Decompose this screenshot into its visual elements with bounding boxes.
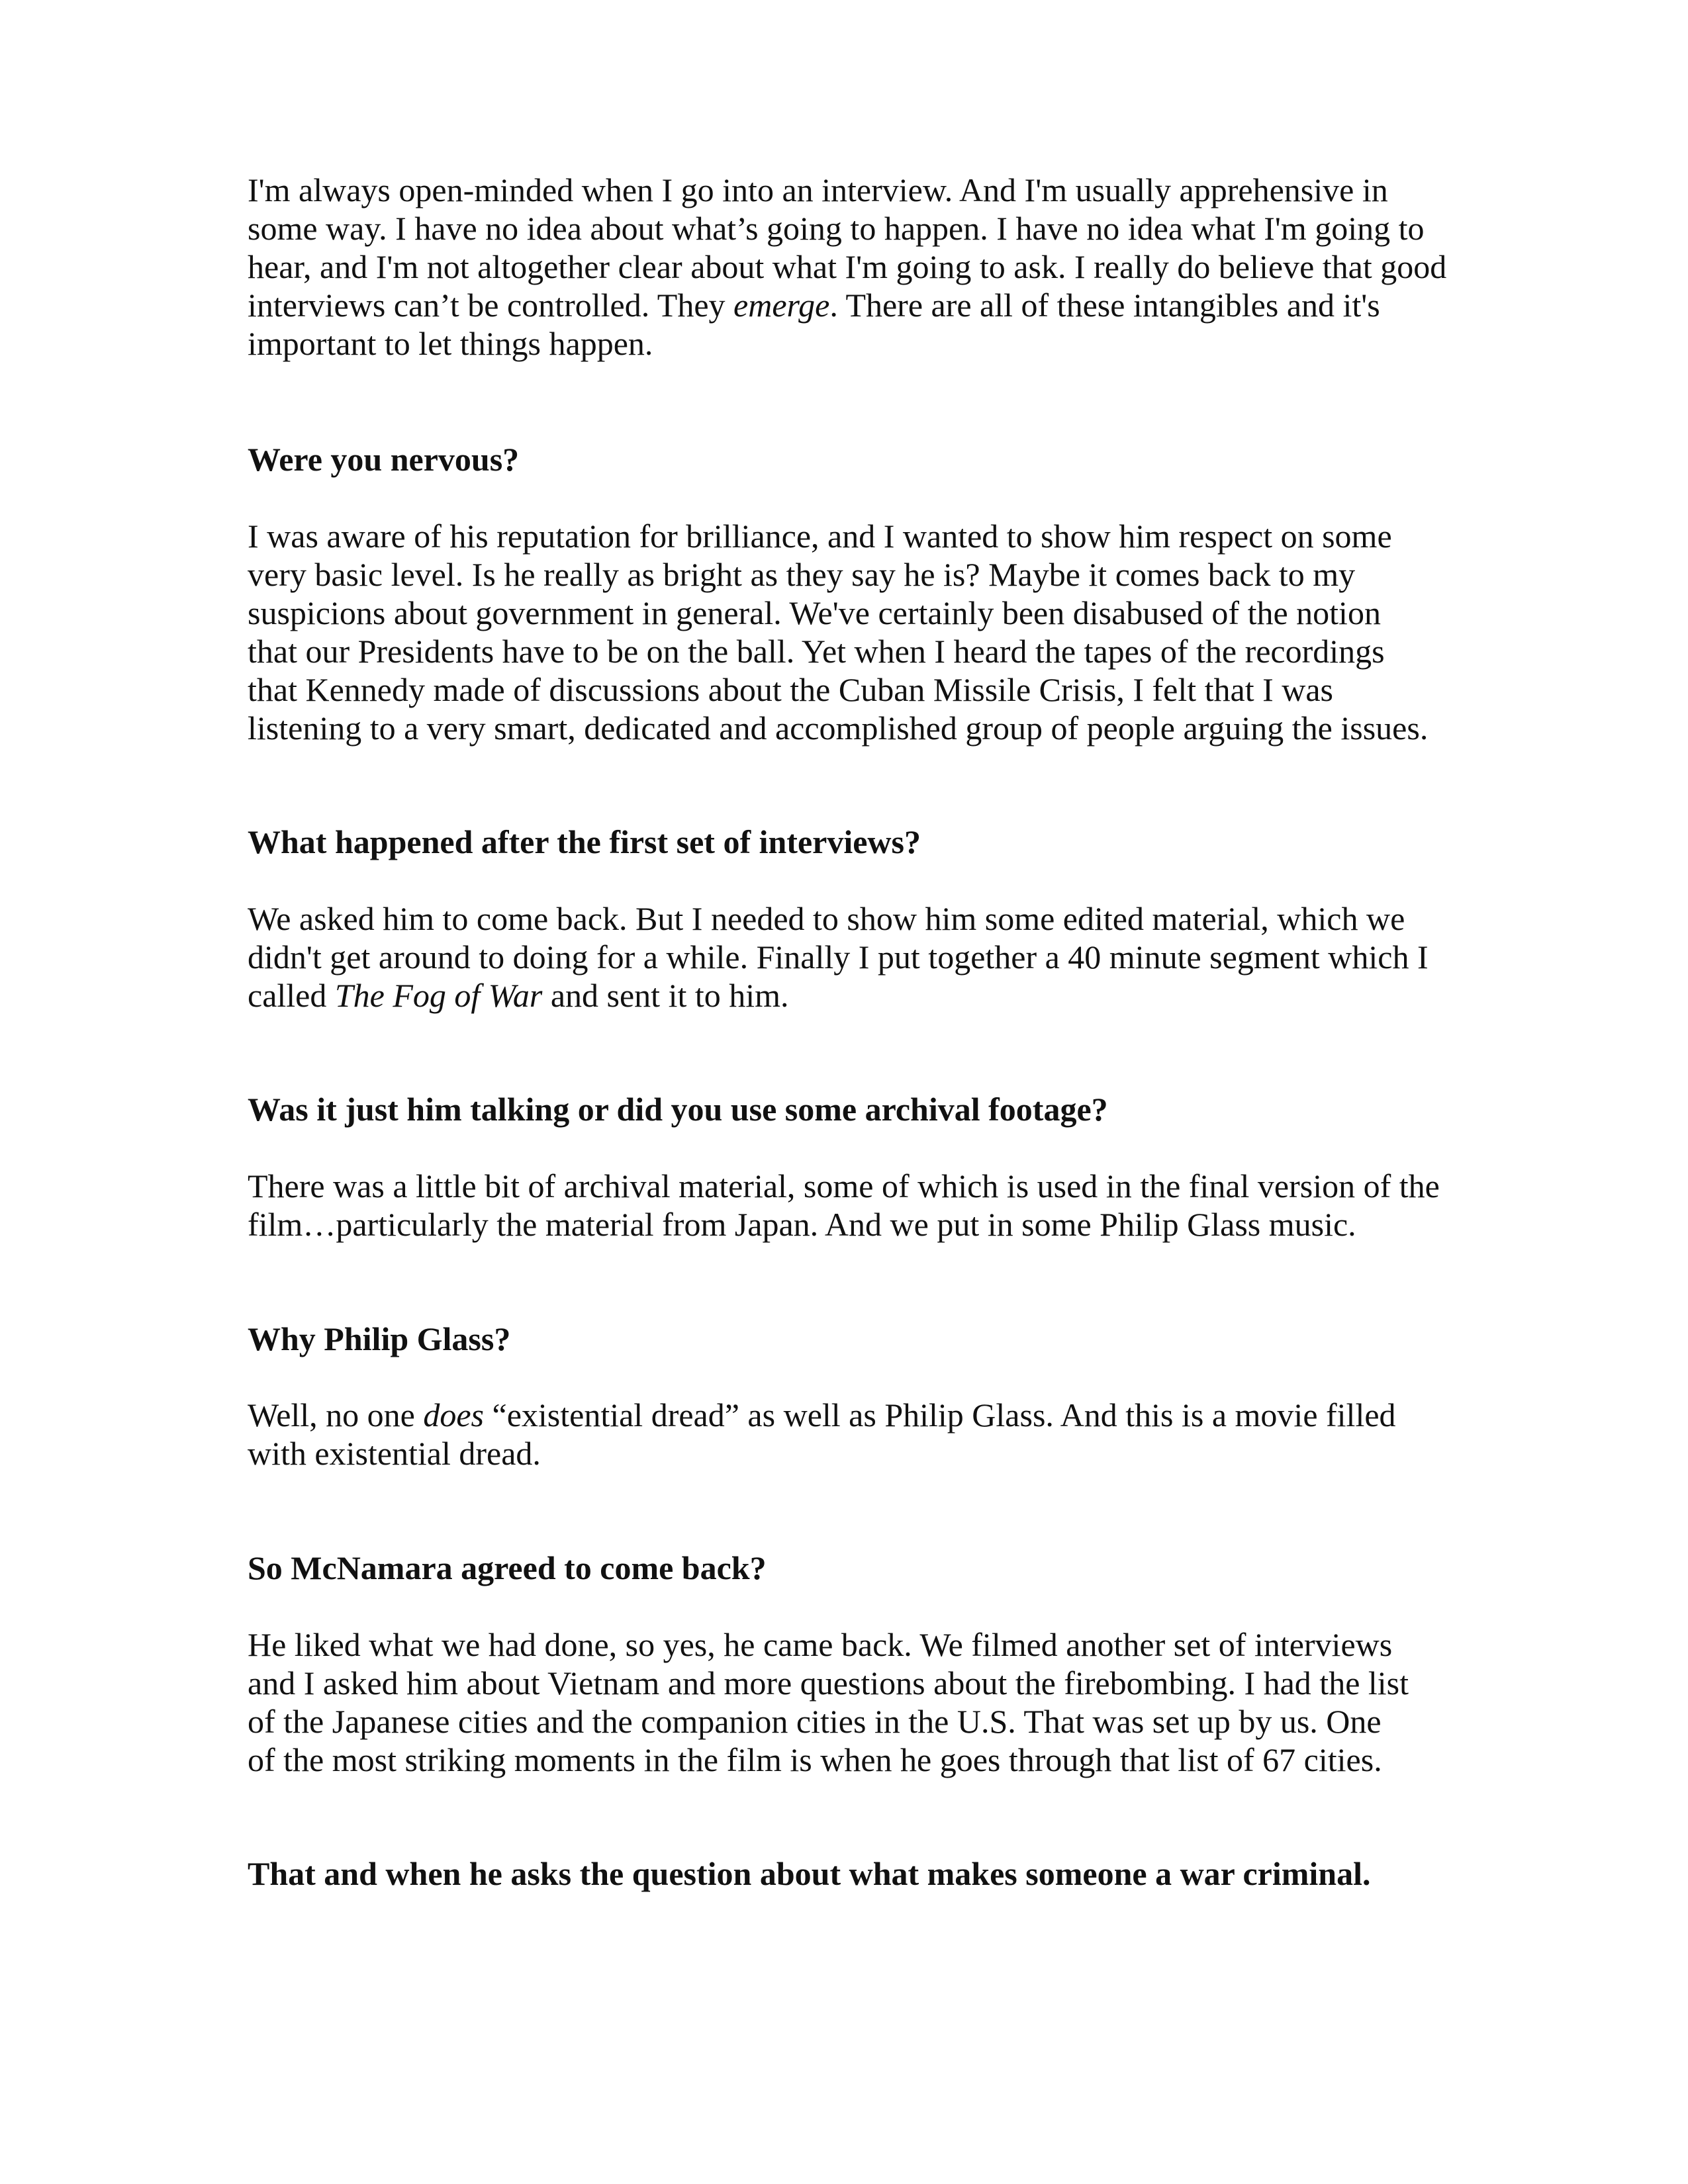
answer-emphasis: does (423, 1396, 485, 1433)
answer-text: and sent it to him. (542, 977, 789, 1014)
answer-line: didn't get around to doing for a while. Finally I put together a 40 minute segment which I (248, 938, 1429, 976)
answer-line: There was a little bit of archival material, some of which is used in the final version of the (248, 1167, 1440, 1205)
intro-line: important to let things happen. (248, 325, 653, 362)
intro-line: hear, and I'm not altogether clear about what I'm going to ask. I really do believe that good (248, 248, 1447, 285)
answer-text: “existential dread” as well as Philip Glass. And this is a movie filled (484, 1396, 1396, 1433)
answer-paragraph (248, 1167, 1452, 1244)
intro-line: I'm always open-minded when I go into an interview. And I'm usually apprehensive in (248, 171, 1388, 208)
answer-line: with existential dread. (248, 1435, 541, 1472)
intro-paragraph (248, 171, 1452, 363)
answer-line (248, 1396, 1452, 1434)
answer-line: listening to a very smart, dedicated and accomplished group of people arguing the issues. (248, 709, 1429, 747)
question-heading (248, 823, 1452, 861)
question-heading (248, 440, 1452, 478)
answer-line: that Kennedy made of discussions about the Cuban Missile Crisis, I felt that I was (248, 671, 1334, 708)
intro-text: interviews can’t be controlled. They (248, 287, 734, 324)
question-text: Was it just him talking or did you use some archival footage? (248, 1091, 1108, 1128)
question-text: Why Philip Glass? (248, 1320, 511, 1357)
answer-line: and I asked him about Vietnam and more questions about the firebombing. I had the list (248, 1664, 1409, 1702)
intro-line: some way. I have no idea about what’s going to happen. I have no idea what I'm going to (248, 210, 1425, 247)
answer-line: very basic level. Is he really as bright as they say he is? Maybe it comes back to my (248, 556, 1356, 593)
answer-line: I was aware of his reputation for brilliance, and I wanted to show him respect on some (248, 518, 1392, 555)
answer-paragraph (248, 517, 1452, 747)
intro-line (248, 286, 1452, 324)
answer-line: that our Presidents have to be on the ball. Yet when I heard the tapes of the recordings (248, 633, 1385, 670)
question-heading (248, 1549, 1452, 1587)
answer-line (248, 976, 1452, 1015)
question-text: So McNamara agreed to come back? (248, 1549, 767, 1586)
answer-line: of the Japanese cities and the companion cities in the U.S. That was set up by us. One (248, 1703, 1382, 1740)
answer-line: of the most striking moments in the film is when he goes through that list of 67 cities. (248, 1741, 1382, 1778)
question-text: What happened after the first set of interviews? (248, 823, 921, 860)
answer-paragraph (248, 1625, 1452, 1779)
answer-text: called (248, 977, 335, 1014)
question-text: Were you nervous? (248, 441, 520, 478)
question-text: That and when he asks the question about what makes someone a war criminal. (248, 1855, 1371, 1892)
answer-text: Well, no one (248, 1396, 424, 1433)
question-heading (248, 1854, 1452, 1893)
answer-line: We asked him to come back. But I needed to show him some edited material, which we (248, 900, 1405, 937)
answer-line: suspicions about government in general. We've certainly been disabused of the notion (248, 594, 1381, 631)
answer-line: film…particularly the material from Japan. And we put in some Philip Glass music. (248, 1206, 1356, 1243)
answer-paragraph (248, 1396, 1452, 1473)
intro-emphasis: emerge (733, 287, 830, 324)
answer-paragraph (248, 899, 1452, 1015)
answer-line: He liked what we had done, so yes, he came back. We filmed another set of interviews (248, 1626, 1393, 1663)
intro-text: . There are all of these intangibles and it's (829, 287, 1380, 324)
question-heading (248, 1090, 1452, 1128)
question-heading (248, 1320, 1452, 1358)
film-title: The Fog of War (334, 977, 543, 1014)
